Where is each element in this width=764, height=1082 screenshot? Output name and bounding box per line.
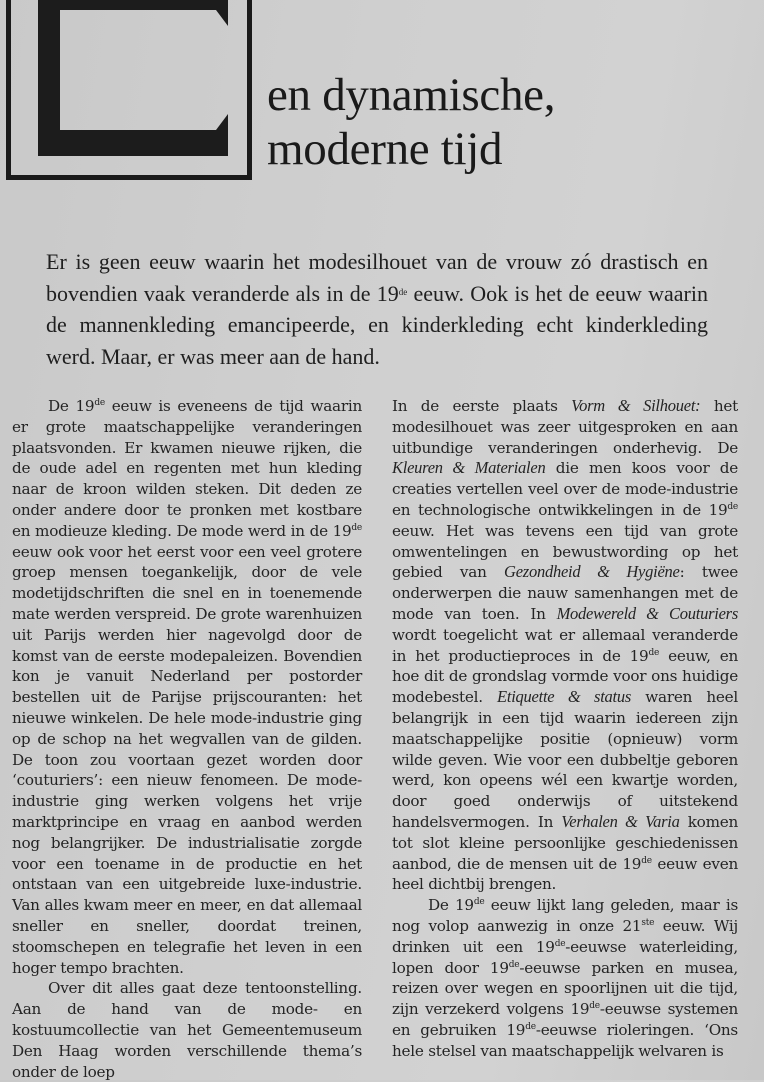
text: eeuw. Wij drinken uit een 19 xyxy=(392,916,738,956)
theme-name: Vorm & Silhouet: xyxy=(571,396,701,415)
text: het modesilhouet was zeer uitgesproken en aan uitbundige veranderingen onderhevig. De xyxy=(392,397,739,457)
text: eeuw is eveneens de tijd waarin er grote maatschappelijke veranderingen plaatsvonden. Er kwamen nieuwe rijken, die de oude adel en regenten met hun kleding naar de kroon wilden steken. Dit deden ze onder andere door te pronken met kostbare en modieuze kleding. De mode werd in de 19 xyxy=(12,397,362,540)
text: De 19 xyxy=(428,896,474,915)
superscript: de xyxy=(727,501,738,512)
text: : twee onderwerpen die nauw samenhangen met de mode van toen. In xyxy=(392,563,739,623)
title-line-1: en dynamische, xyxy=(267,69,556,121)
paragraph xyxy=(392,396,738,895)
lead-paragraph xyxy=(46,246,708,372)
text: -eeuwse waterleiding, lopen door 19 xyxy=(392,937,738,977)
text: -eeuwse rioleringen. ‘Ons hele stelsel van maatschappelijk welvaren is xyxy=(392,1020,738,1060)
theme-name: Modewereld & Couturiers xyxy=(556,603,738,623)
text: waren heel belangrijk in een tijd waarin iedereen zijn maatschappelijke positie (opnieuw) vorm wilde geven. Wie voor een dubbeltje geboren werd, kon opeens wél een kwartje worden, door goed onderwijs of uitstekend handelsvermogen. In xyxy=(392,688,738,831)
text: wordt toegelicht wat er allemaal veranderde in het productieproces in de 19 xyxy=(392,625,738,665)
superscript: de xyxy=(525,1021,536,1032)
superscript: de xyxy=(641,855,652,866)
text: De 19 xyxy=(48,397,95,415)
paragraph xyxy=(392,895,738,1061)
text: eeuw. Het was tevens een tijd van grote omwentelingen en bewustwording op het gebied van xyxy=(392,521,738,582)
drop-cap-letter-e xyxy=(38,0,228,158)
text: In de eerste plaats xyxy=(392,397,572,415)
superscript: de xyxy=(473,897,485,908)
superscript: de xyxy=(508,959,520,970)
paragraph: Over dit alles gaat deze tentoonstelling. Aan de hand van de mode- en kostuumcollectie van het Gemeentemuseum Den Haag worden verschillende thema’s onder de loep xyxy=(12,979,362,1081)
paragraph xyxy=(12,396,362,978)
title-line-2: moderne tijd xyxy=(267,123,503,175)
text: -eeuwse parken en musea, reizen over wegen en spoorlijnen uit die tijd, zijn verzekerd volgens 19 xyxy=(392,958,738,1019)
superscript: de xyxy=(589,1001,600,1012)
theme-name: Etiquette & status xyxy=(497,687,632,707)
theme-name: Verhalen & Varia xyxy=(561,811,680,831)
page-title xyxy=(267,68,555,176)
superscript: de xyxy=(398,286,408,297)
superscript: de xyxy=(351,522,362,533)
text: komen tot slot kleine persoonlijke geschiedenissen aanbod, die de mensen uit de 19 xyxy=(392,812,738,873)
superscript: ste xyxy=(641,917,655,928)
text: eeuw, en hoe dit de grondslag vormde voor ons huidige modebestel. xyxy=(392,646,738,707)
superscript: de xyxy=(94,398,105,408)
superscript: de xyxy=(648,647,660,658)
text: eeuw ook voor het eerst voor een veel grotere groep mensen toegankelijk, door de vele modetijdschriften die snel en in toenemende mate werden verspreid. De grote warenhuizen uit Parijs werden hier nagevolgd door de komst van de eerste modepaleizen. Bovendien kon je vanuit Nederland per postorder bestellen uit de Parijse prijscouranten: het nieuwe winkelen. De hele mode-industrie ging op de schop na het wegvallen van de gilden. De toon zou voortaan gezet worden door ‘couturiers’: een nieuw fenomeen. De mode-industrie ging werken volgens het vrije marktprincipe en vraag en aanbod werden nog belangrijker. De industrialisatie zorgde voor een toename in de productie en het ontstaan van een uitgebreide luxe-industrie. Van alles kwam meer en meer, en dat allemaal sneller en sneller, doordat treinen, stoomschepen en telegrafie het leven in een hoger tempo brachten. xyxy=(12,542,362,977)
text: eeuw even heel dichtbij brengen. xyxy=(392,854,739,894)
text: -eeuwse systemen en gebruiken 19 xyxy=(392,1000,738,1039)
lead-text: Er is geen eeuw waarin het modesilhouet van de vrouw zó drastisch en bovendien vaak veranderde als in de 19 xyxy=(46,249,708,306)
right-column xyxy=(392,396,738,1062)
theme-name: Kleuren & Materialen xyxy=(392,458,546,478)
superscript: de xyxy=(554,938,566,949)
text: die men koos voor de creaties vertellen veel over de mode-industrie en technologische ontwikkelingen in de 19 xyxy=(392,459,739,519)
left-column xyxy=(12,396,362,1082)
theme-name: Gezondheid & Hygiëne xyxy=(504,562,680,582)
lead-text: eeuw. Ook is het de eeuw waarin de mannenkleding emancipeerde, en kinderkleding echt kinderkleding werd. Maar, er was meer aan de hand. xyxy=(46,280,708,369)
text: eeuw lijkt lang geleden, maar is nog volop aanwezig in onze 21 xyxy=(392,896,738,935)
